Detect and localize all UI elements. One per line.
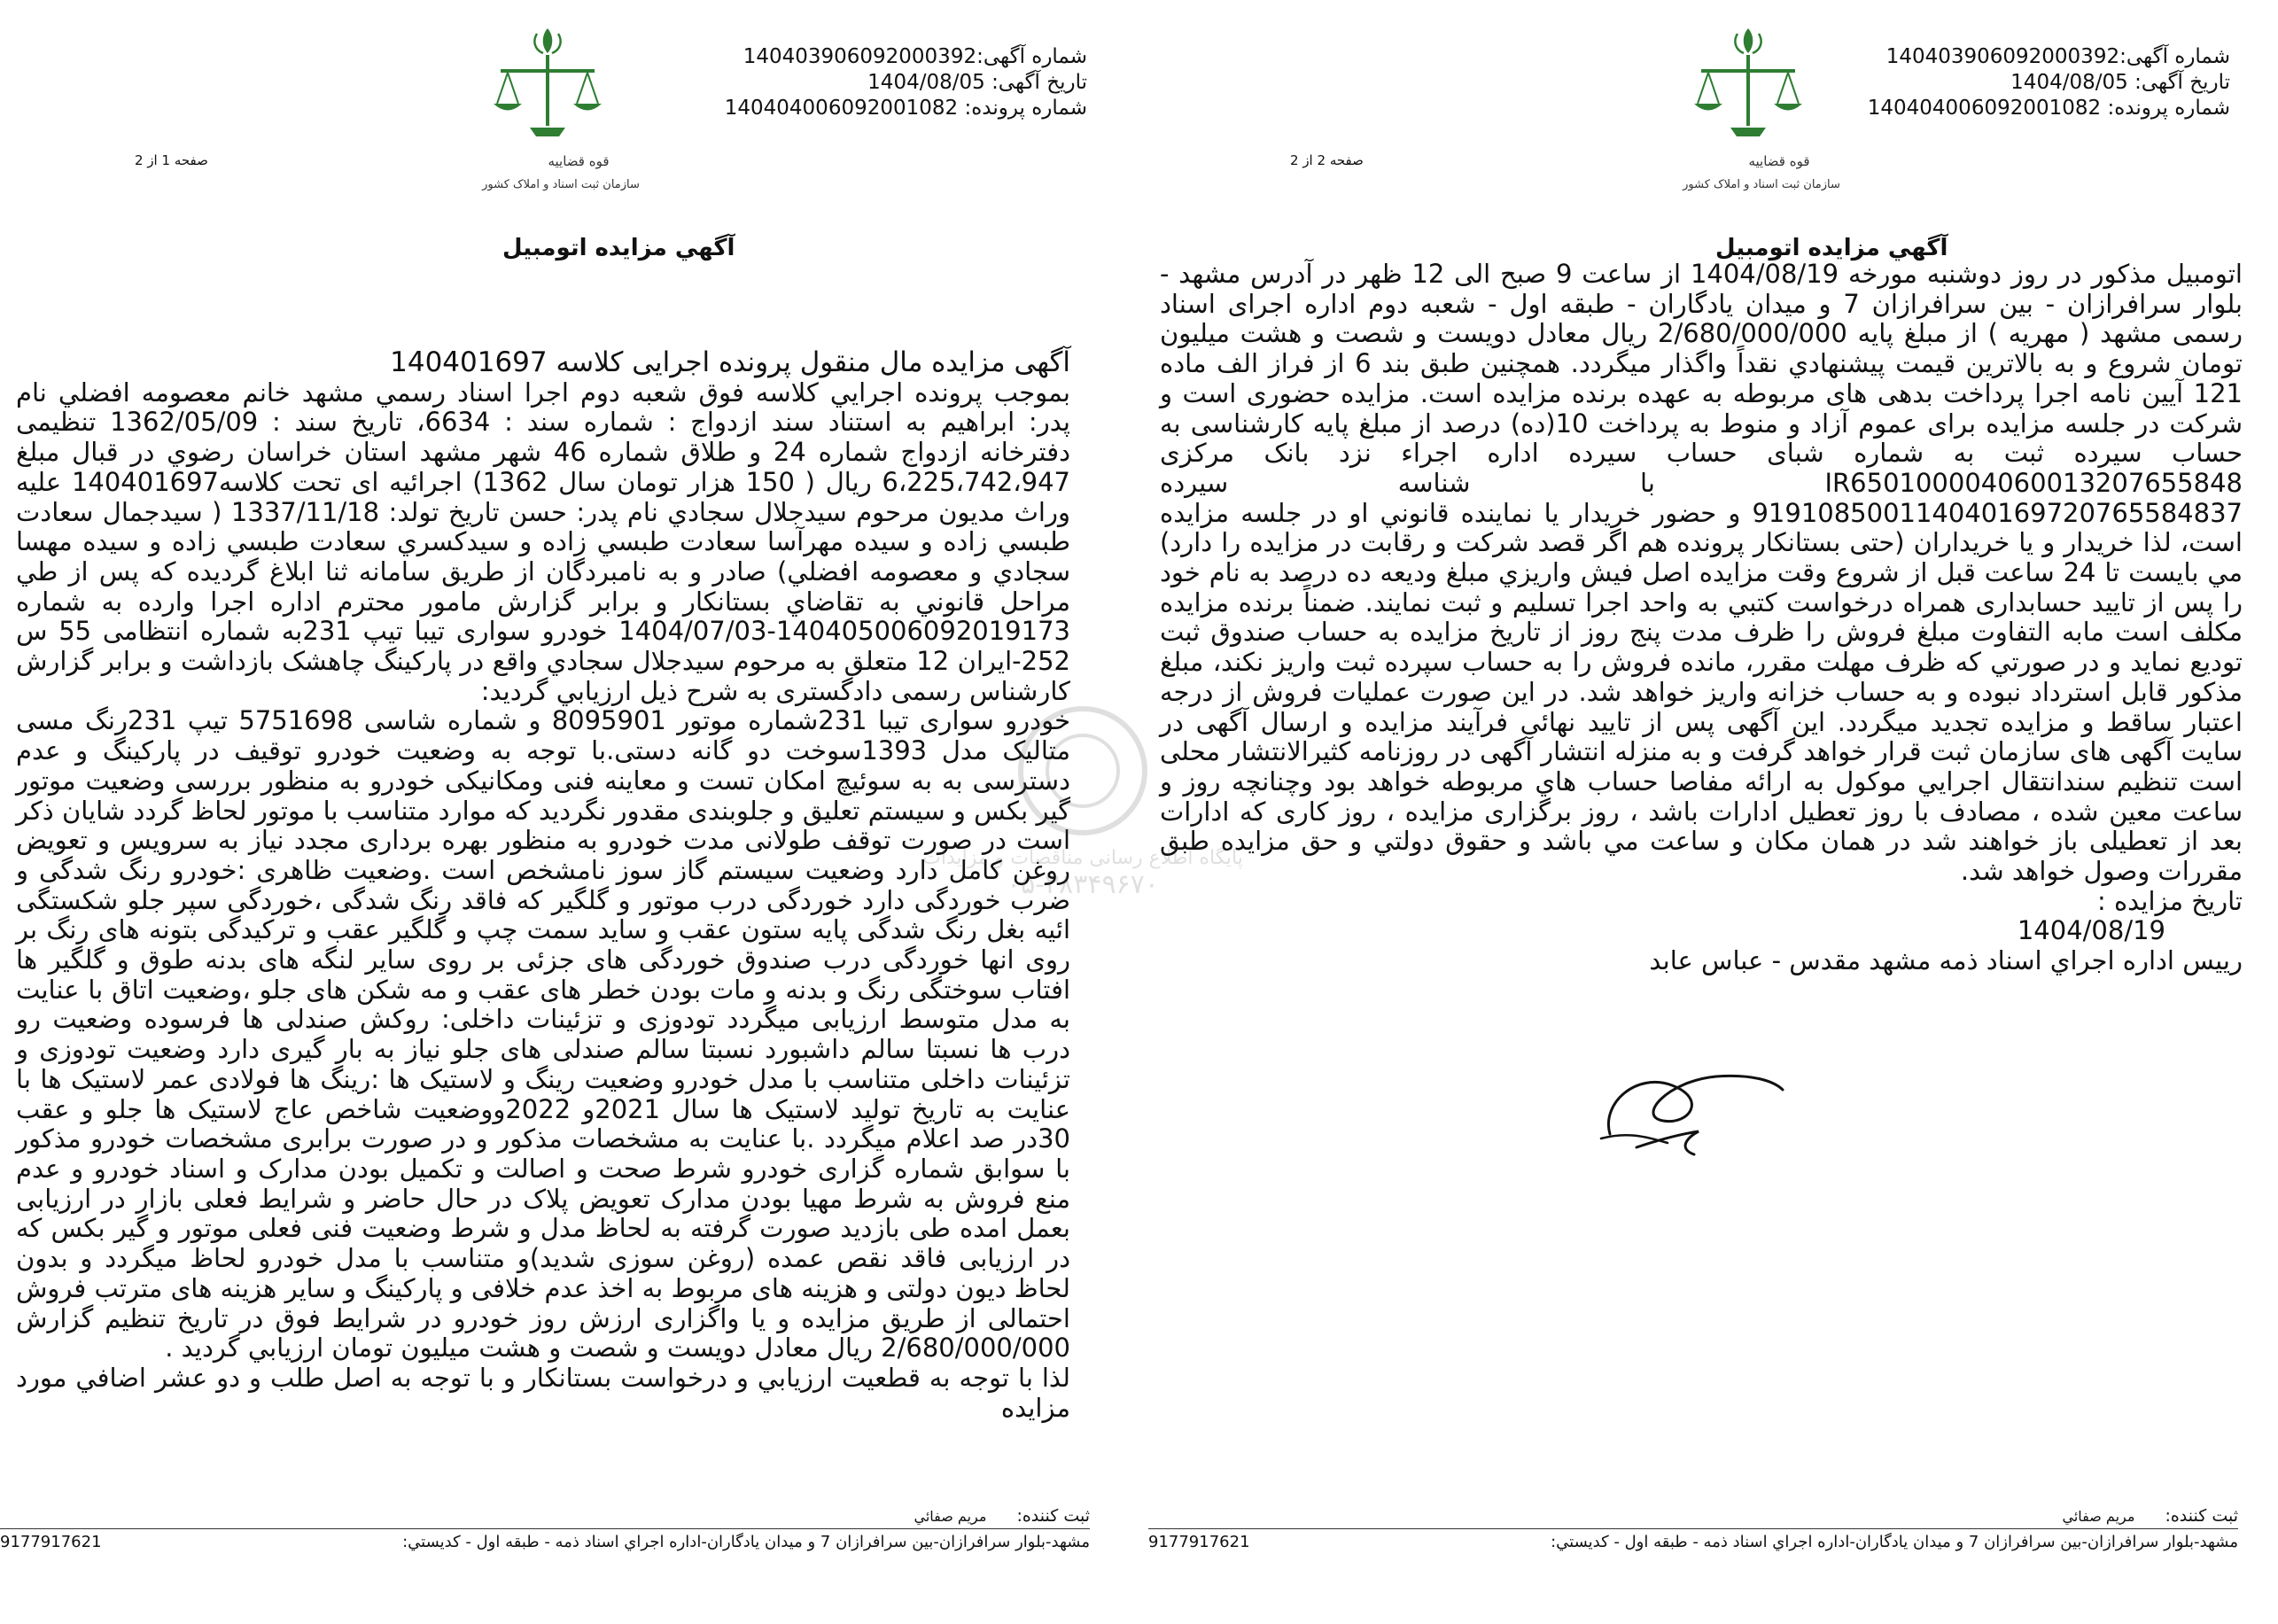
page-number: صفحه 2 از 2 [1290, 152, 1364, 168]
ad-number: 140403906092000392 [742, 45, 977, 68]
ad-date-label: تاریخ آگهی: [2134, 71, 2230, 94]
ad-date: 1404/08/05 [2010, 71, 2128, 94]
page-number: صفحه 1 از 2 [135, 152, 208, 168]
svg-text:قوه قضاییه: قوه قضاییه [1748, 153, 1810, 169]
notice-paragraph: اتومبیل مذکور در روز دوشنبه مورخه 1404/08/19 از ساعت 9 صبح الی 12 ظهر در آدرس مشهد - بلوار سرافرازان - بین سرافرازان 7 و میدان یادگاران - طبقه اول - شعبه دوم اداره اجرای اسناد رسمی مشهد ( مهریه ) از مبلغ پایه 2/680/000/000 ريال معادل دويست و شصت و هشت ميليون تومان شروع و به بالاترين قيمت پيشنهادي نقداً واگذار ميگردد. همچنین طبق بند 6 از فراز الف ماده 121 آیین نامه اجرا پرداخت بدهی های مربوطه به عهده برنده مزایده است. مزایده حضوری است و شرکت در جلسه مزایده برای عموم آزاد و منوط به پرداخت 10(ده) درصد از مبلغ پایه کارشناسی به حساب سیرده ثبت به شماره شبای حساب سیرده اداره اجراء نزد بانک مرکزی IR650100004060013207655848 با شناسه سیرده 919108500114040169720765584837 و حضور خريدار يا نماينده قانوني او در جلسه مزايده است، لذا خريدار و يا خريداران (حتی بستانکار پرونده هم اگر قصد شرکت و رقابت در مزایده را دارد) مي بايست تا 24 ساعت قبل از شروع وقت مزايده اصل فيش واريزي مبلغ وديعه ده درصد به نام خود را پس از تاييد حسابداری همراه درخواست كتبي به واحد اجرا تسليم و ثبت نمايند. ضمناً برنده مزایده مکلف است مابه التفاوت مبلغ فروش را ظرف مدت پنج روز از تاریخ مزایده به حساب صندوق ثبت تودیع نماید و در صورتي كه ظرف مهلت مقرر، مانده فروش را به حساب سپرده ثبت واريز نكند، مبلغ مذكور قابل استرداد نبوده و به حساب خزانه واريز خواهد شد. در این صورت عملیات فروش از درجه اعتبار ساقط و مزایده تجدید میگردد. این آگهی پس از تایید نهائی فرآیند مزایده و ارسال آگهی در سایت آگهی های سازمان ثبت قرار خواهد گرفت و به منزله انتشار آگهی در روزنامه کثیرالانتشار محلی است تنظيم سندانتقال اجرايي موكول به ارائه مفاصا حساب هاي مربوطه خواهد بود وچنانچه روز و ساعت معين شده ، مصادف با روز تعطيل ادارات باشد ، روز برگزاری مزایده ، روز کاری که ادارات بعد از تعطیلی باز خواهند شد در همان مكان و ساعت مي باشد و حقوق دولتي و حق مزايده طبق مقررات وصول خواهد شد. [1160, 259, 2243, 887]
registrar-name: مريم صفائي [2062, 1508, 2135, 1525]
page-footer [0, 1506, 1090, 1551]
auction-date-line [1160, 887, 2243, 917]
signer-line: رييس اداره اجراي اسناد ذمه مشهد مقدس - عباس عابد [1649, 945, 2243, 976]
footer-phone: 9177917621 [0, 1533, 102, 1551]
footer-address: مشهد-بلوار سرافرازان-بين سرافرازان 7 و ميدان يادگاران-اداره اجراي اسناد ذمه - طبقه اول - كديستي: [1551, 1533, 2238, 1551]
announcement-meta [725, 44, 1087, 121]
svg-text:قوه قضاییه: قوه قضاییه [548, 153, 610, 169]
auction-date-label: تاريخ مزايده : [2097, 885, 2243, 916]
watermark [888, 700, 1278, 1010]
watermark-phone: ۰۵-۳۸۳۴۹۶۷۰ [1007, 869, 1159, 900]
ad-date-label: تاریخ آگهی: [991, 71, 1087, 94]
page-footer [1148, 1506, 2238, 1551]
svg-text:سازمان ثبت اسناد و املاک کشور: سازمان ثبت اسناد و املاک کشور [482, 178, 640, 191]
registrar-label: ثبت كننده: [1016, 1506, 1090, 1526]
watermark-text: پایگاه اطلاع رسانی مناقصات و مزایدات [922, 847, 1243, 869]
case-number: 140404006092001082 [1867, 97, 2102, 120]
handwritten-signature [1583, 1050, 1800, 1165]
footer-divider [1148, 1528, 2238, 1529]
ad-number-label: شماره آگهی: [976, 45, 1087, 68]
case-number: 140404006092001082 [724, 97, 959, 120]
case-number-label: شماره پرونده: [2107, 97, 2230, 120]
footer-divider [0, 1528, 1090, 1529]
watermark-logo-icon [1012, 700, 1154, 842]
footer-address: مشهد-بلوار سرافرازان-بين سرافرازان 7 و ميدان يادگاران-اداره اجراي اسناد ذمه - طبقه اول - كديستي: [402, 1533, 1090, 1551]
notice-body [1160, 260, 2243, 976]
notice-paragraph: لذا با توجه به قطعيت ارزيابي و درخواست بستانكار و با توجه به اصل طلب و دو عشر اضافي مورد مزايده [16, 1362, 1070, 1423]
registrar-name: مريم صفائي [914, 1508, 987, 1525]
ad-number: 140403906092000392 [1885, 45, 2120, 68]
ad-date: 1404/08/05 [867, 71, 985, 94]
notice-paragraph: بموجب پرونده اجرايي كلاسه فوق شعبه دوم اجرا اسناد رسمي مشهد خانم معصومه افضلي نام پدر: ابراهيم به استناد سند ازدواج : شماره سند : 6634، تاریخ سند : 1362/05/09 تنظيمی دفترخانه ازدواج شماره 24 و طلاق شماره 46 شهر مشهد استان خراسان رضوي در قبال مبلغ 6،225،742،947 ریال ( 150 هزار تومان سال 1362) اجرائيه ای تحت كلاسه140401697 عليه وراث مديون مرحوم سيدجلال سجادي نام پدر: حسن تاریخ تولد: 1337/11/18 ( سيدجمال سعادت طبسي زاده و سيده مهرآسا سعادت طبسي زاده و سيدكسري سعادت طبسي زاده و سيده مهسا سجادي و معصومه افضلي) صادر و به نامبردگان از طريق سامانه ثنا ابلاغ گرديده كه پس از طي مراحل قانوني به تقاضاي بستانكار و برابر گزارش مامور محترم اداره اجرا وارده به شماره 14040500609201917​3-1404/07/03 خودرو سواری تیبا تیپ 231به شماره انتظامی 55 س 252-ایران 12 متعلق به مرحوم سيدجلال سجادي واقع در پارکینگ چاهشک بازداشت و برابر گزارش كارشناس رسمی دادگستری به شرح ذيل ارزيابي گرديد: [16, 377, 1071, 706]
page-title: آگهي مزايده اتومبيل [502, 235, 735, 261]
svg-text:سازمان ثبت اسناد و املاک کشور: سازمان ثبت اسناد و املاک کشور [1683, 178, 1840, 191]
case-number-label: شماره پرونده: [964, 97, 1087, 120]
auction-date-value-line [1160, 916, 2243, 946]
page-2 [1139, 0, 2278, 1624]
ad-number-label: شماره آگهی: [2119, 45, 2230, 68]
page-title: آگهي مزايده اتومبيل [1715, 235, 1948, 261]
judiciary-emblem-icon [481, 19, 640, 197]
announcement-meta [1868, 44, 2230, 121]
registrar-label: ثبت كننده: [2165, 1506, 2238, 1526]
judiciary-emblem-icon [1682, 19, 1840, 197]
notice-heading: آگهی مزایده مال منقول پرونده اجرایی کلاسه 140401697 [390, 346, 1070, 378]
notice-paragraph: خودرو سواری تیبا 231شماره موتور 8095901 و شماره شاسی 5751698 تیپ 231رنگ مسی متالیک مدل 1393سوخت دو گانه دستی.با توجه به وضعیت خودرو توقیف در پارکینگ و عدم دسترسی به به سوئیچ امکان تست و معاینه فنی ومکانیکی خودرو به منظور بررسی وضعیت موتور گیر بکس و سیستم تعلیق و جلوبندی مقدور نگردید که موارد متناسب با موتور لحاظ گردد شایان ذکر است در صورت توقف طولانی مدت خودرو به منظور بهره برداری مجدد نیاز به سرویس و تعویض روغن کامل دارد وضعیت سیستم گاز سوز نامشخص است .وضعیت ظاهری :خودرو رنگ شدگی و ضرب خوردگی دارد خوردگی درب موتور و گلگیر که فاقد رنگ شدگی ،خوردگی سپر جلو شکستگی ائیه بغل رنگ شدگی پایه ستون عقب و ساید سمت چپ و گلگیر عقب و ترکیدگی بتونه های رنگ بر روی انها خوردگی درب صندوق خوردگی های جزئی بر روی سایر لنگه های بدنه طوق و گلگیر ها افتاب سوختگی رنگ و بدنه و مات بودن خطر های عقب و مه شکن های جلو ،وضعیت اتاق با عنایت به مدل متوسط ارزیابی میگردد تودوزی و تزئینات داخلی: روکش صندلی ها فرسوده وضعیت رو درب ها نسبتا سالم داشبورد نسبتا سالم صندلی های جلو نیاز به بار گیری دارد وضعیت تودوزی و تزئینات داخلی متناسب با مدل خودرو وضعیت رینگ و لاستیک ها :رینگ ها فولادی عمر لاستیک ها با عنایت به تاریخ تولید لاستیک ها سال 2021و 2022ووضعیت شاخص عاج لاستیک ها جلو و عقب 30در صد اعلام میگردد .با عنایت به مشخصات مذکور و در صورت برابری مشخصات خودرو مذکور با سوابق شماره گزاری خودرو شرط صحت و اصالت و تکمیل بودن مدارک و اسناد خودرو و عدم منع فروش به شرط مهیا بودن مدارک تعویض پلاک در حال حاضر و شرایط فعلی بازار در ارزیابی بعمل امده طی بازدید صورت گرفته به لحاظ مدل و شرط وضعیت فنی فعلی موتور و گیر بکس که در ارزیابی فاقد نقص عمده (روغن سوزی شدید)و متناسب با مدل خودرو لحاظ میگردد و بدون لحاظ دیون دولتی و هزینه های مربوط به اخذ عدم خلافی و پارکینگ و سایر هزینه های مترتب فروش احتمالی از طریق مزایده و یا واگزاری ارزش روز خودرو در شرایط فوق در تاریخ تنظیم گزارش 2/680/000/000 ريال معادل دويست و شصت و هشت ميليون تومان ارزيابي گرديد . [16, 705, 1071, 1364]
footer-phone: 9177917621 [1148, 1533, 1250, 1551]
auction-date: 1404/08/19 [2017, 915, 2165, 946]
